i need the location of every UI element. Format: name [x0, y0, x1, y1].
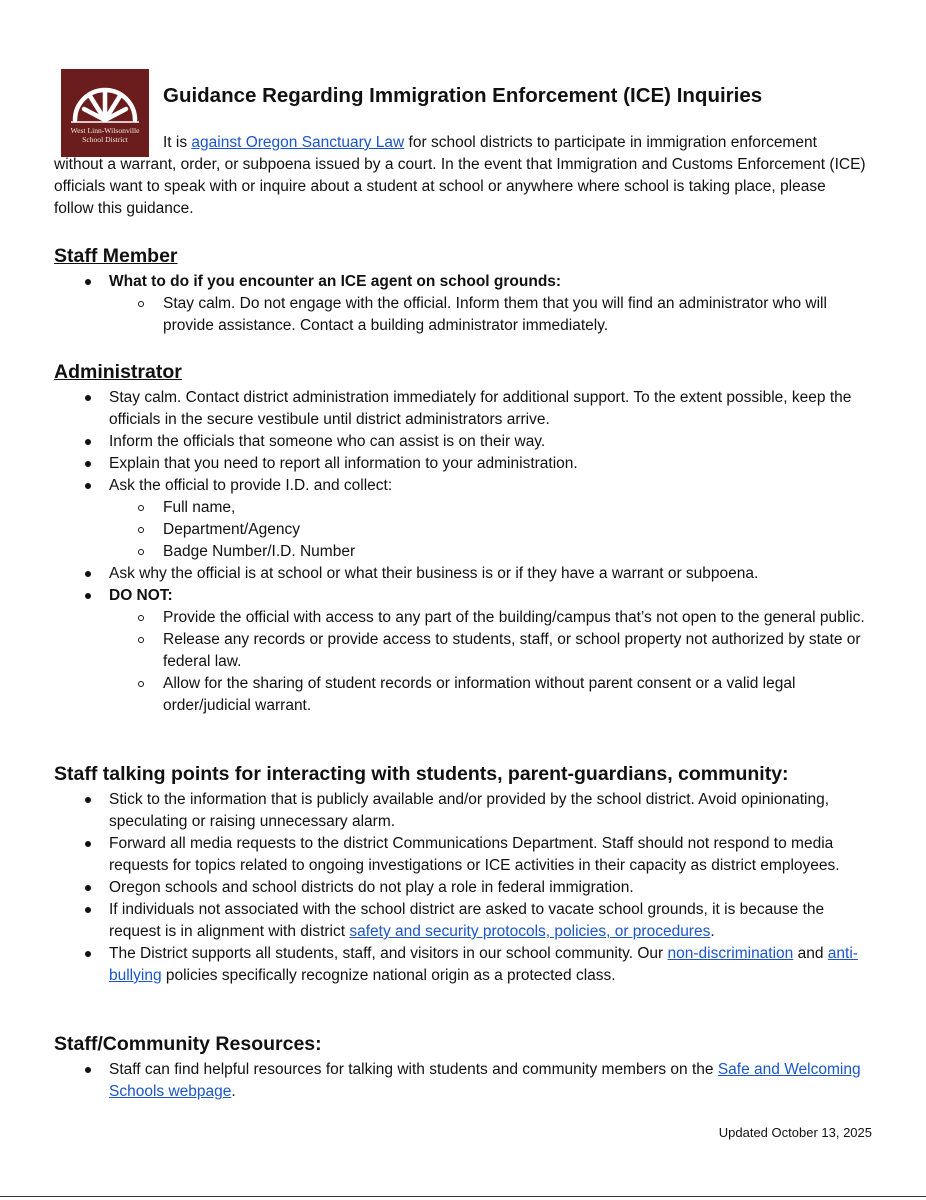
logo-text-line2: School District — [82, 135, 128, 144]
intro-paragraph — [54, 132, 869, 220]
intro-text-rest: for school districts to participate in immigration enforcement without a warrant, order, or subpoena issued by a court. In the event that Immigration and Customs Enforcement (ICE) officials want to speak with or inquire about a student at school or anywhere where school is taking place, please follow this guidance. — [54, 134, 866, 217]
collect-item: Badge Number/I.D. Number — [54, 541, 874, 563]
do-not-item: Allow for the sharing of student records or information without parent consent or a valid legal order/judicial warrant. — [54, 673, 874, 717]
admin-list-item: Stay calm. Contact district administration immediately for additional support. To the extent possible, keep the officials in the secure vestibule until district administrators arrive. — [54, 387, 874, 431]
district-text: The District supports all students, staff, and visitors in our school community. Our — [109, 945, 668, 962]
resources-section — [54, 1032, 874, 1103]
admin-list-item: Ask the official to provide I.D. and collect: — [54, 475, 874, 497]
talking-point-item: Forward all media requests to the district Communications Department. Staff should not respond to media requests for topics related to ongoing investigations or ICE activities in their capacity as district employees. — [54, 833, 874, 877]
district-mid: and — [793, 945, 828, 962]
logo-text-line1: West Linn-Wilsonville — [70, 126, 140, 135]
vacate-text: If individuals not associated with the school district are asked to vacate school grounds, it is because the request is in alignment with district — [109, 901, 825, 940]
district-end: policies specifically recognize national origin as a protected class. — [161, 967, 616, 984]
talking-point-item: Stick to the information that is publicly available and/or provided by the school district. Avoid opinionating, speculating or raising unnecessary alarm. — [54, 789, 874, 833]
admin-list-item: Explain that you need to report all information to your administration. — [54, 453, 874, 475]
resources-item — [54, 1059, 874, 1103]
do-not-item: Provide the official with access to any part of the building/campus that’s not open to the general public. — [54, 607, 874, 629]
do-not-label: DO NOT: — [54, 585, 874, 607]
vacate-end: . — [710, 923, 715, 940]
oregon-sanctuary-law-link[interactable]: against Oregon Sanctuary Law — [191, 134, 405, 151]
collect-item: Full name, — [54, 497, 874, 519]
talking-points-section — [54, 762, 874, 987]
staff-encounter-item: What to do if you encounter an ICE agent on school grounds: — [54, 271, 874, 293]
non-discrimination-link[interactable]: non-discrimination — [667, 945, 794, 962]
page-bottom-rule — [0, 1196, 926, 1197]
talking-point-vacate-item — [54, 899, 874, 943]
collect-item: Department/Agency — [54, 519, 874, 541]
staff-stay-calm-item: Stay calm. Do not engage with the official. Inform them that you will find an administrator who will provide assistance. Contact a building administrator immediately. — [54, 293, 874, 337]
resources-text: Staff can find helpful resources for talking with students and community members on the — [109, 1061, 718, 1078]
talking-point-district-item — [54, 943, 874, 987]
document-title: Guidance Regarding Immigration Enforcement (ICE) Inquiries — [163, 84, 763, 107]
administrator-section — [54, 360, 874, 717]
do-not-item: Release any records or provide access to students, staff, or school property not authorized by state or federal law. — [54, 629, 874, 673]
staff-member-section — [54, 244, 874, 337]
sunburst-arch-icon — [69, 73, 141, 125]
resources-heading: Staff/Community Resources: — [54, 1033, 322, 1055]
safety-security-protocols-link[interactable]: safety and security protocols, policies, or procedures — [349, 923, 711, 940]
updated-date: Updated October 13, 2025 — [718, 1125, 872, 1140]
resources-end: . — [231, 1083, 236, 1100]
intro-text-start: It is — [163, 134, 192, 151]
talking-point-item: Oregon schools and school districts do not play a role in federal immigration. — [54, 877, 874, 899]
staff-member-heading: Staff Member — [54, 245, 178, 267]
admin-ask-why-item: Ask why the official is at school or what their business is or if they have a warrant or subpoena. — [54, 563, 874, 585]
safe-welcoming-schools-link[interactable]: Safe and Welcoming Schools webpage — [109, 1061, 861, 1100]
administrator-heading: Administrator — [54, 361, 182, 383]
anti-bullying-link[interactable]: anti-bullying — [109, 945, 858, 984]
talking-points-heading: Staff talking points for interacting with students, parent-guardians, community: — [54, 763, 789, 785]
admin-list-item: Inform the officials that someone who can assist is on their way. — [54, 431, 874, 453]
